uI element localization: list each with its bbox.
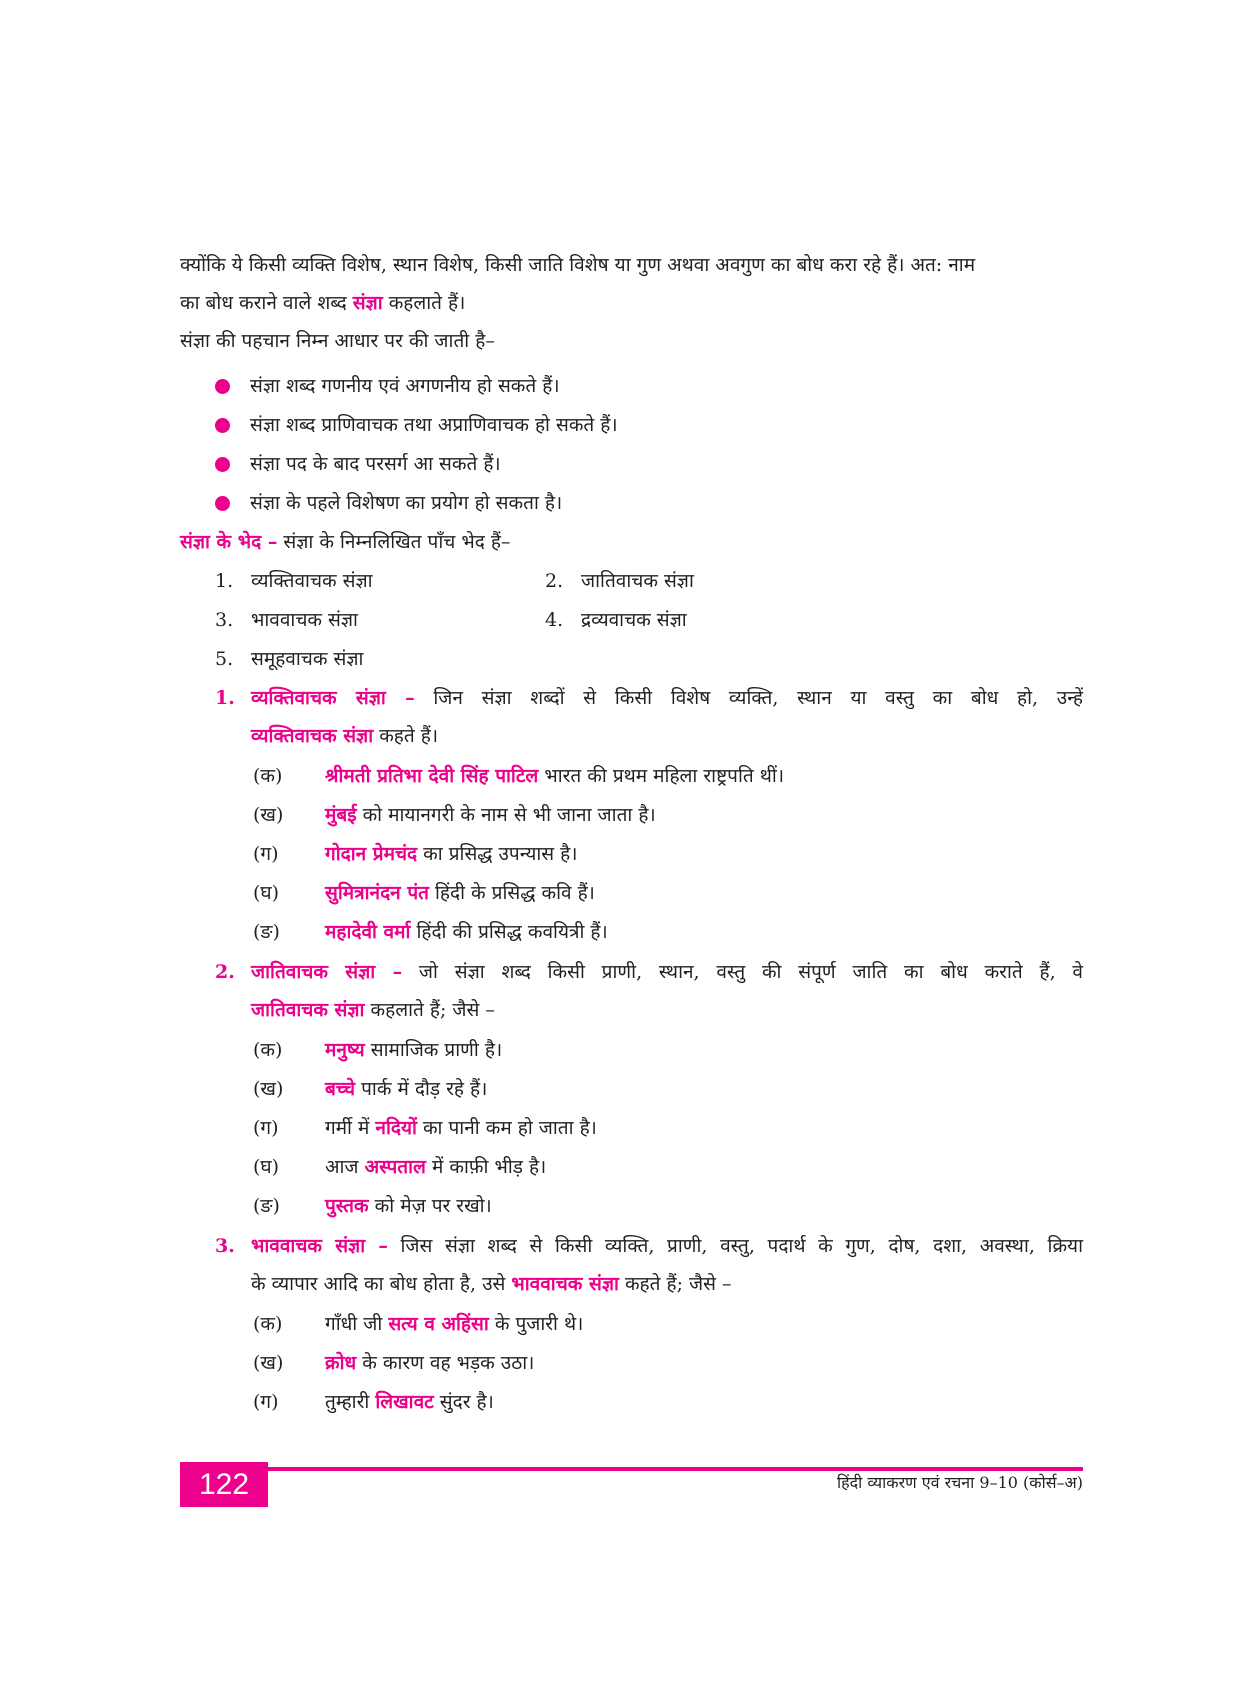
intro-line-2: का बोध कराने वाले शब्द संज्ञा कहलाते हैं। bbox=[180, 292, 466, 314]
example-label: (ङ) bbox=[253, 1195, 280, 1217]
section-1-line-2: व्यक्तिवाचक संज्ञा कहते हैं। bbox=[251, 725, 439, 747]
example-item: तुम्हारी लिखावट सुंदर है। bbox=[325, 1391, 494, 1413]
example-label: (ङ) bbox=[253, 921, 280, 943]
types-heading: संज्ञा के भेद – संज्ञा के निम्नलिखित पाँच भेद हैं– bbox=[180, 531, 511, 553]
example-label: (ग) bbox=[253, 1117, 279, 1139]
example-label: (ख) bbox=[253, 804, 284, 826]
example-label: (घ) bbox=[253, 882, 280, 904]
bullet-icon bbox=[215, 457, 230, 472]
example-label: (ग) bbox=[253, 843, 279, 865]
page-number: 122 bbox=[180, 1462, 268, 1507]
section-3-heading: 3. भाववाचक संज्ञा – जिस संज्ञा शब्द से किसी व्यक्ति, प्राणी, वस्तु, पदार्थ के गुण, दोष, दशा, अवस्था, क्रिया bbox=[215, 1235, 1083, 1257]
example-item: मुंबई को मायानगरी के नाम से भी जाना जाता है। bbox=[325, 804, 656, 826]
example-item: आज अस्पताल में काफ़ी भीड़ है। bbox=[325, 1156, 547, 1178]
example-item: महादेवी वर्मा हिंदी की प्रसिद्ध कवयित्री हैं। bbox=[325, 921, 608, 943]
example-item: क्रोध के कारण वह भड़क उठा। bbox=[325, 1352, 535, 1374]
example-label: (घ) bbox=[253, 1156, 280, 1178]
bullet-icon bbox=[215, 418, 230, 433]
bullet-icon bbox=[215, 379, 230, 394]
type-item: 2. जातिवाचक संज्ञा bbox=[545, 570, 694, 592]
example-item: श्रीमती प्रतिभा देवी सिंह पाटिल भारत की प्रथम महिला राष्ट्रपति थीं। bbox=[325, 765, 785, 787]
section-3-line-2: के व्यापार आदि का बोध होता है, उसे भाववाचक संज्ञा कहते हैं; जैसे – bbox=[251, 1273, 732, 1295]
example-item: गर्मी में नदियों का पानी कम हो जाता है। bbox=[325, 1117, 597, 1139]
bullet-item: संज्ञा शब्द गणनीय एवं अगणनीय हो सकते हैं। bbox=[250, 375, 560, 397]
example-label: (ख) bbox=[253, 1352, 284, 1374]
highlight-term: संज्ञा bbox=[352, 292, 383, 314]
example-label: (ग) bbox=[253, 1391, 279, 1413]
bullet-item: संज्ञा शब्द प्राणिवाचक तथा अप्राणिवाचक हो सकते हैं। bbox=[250, 414, 618, 436]
type-item: 5. समूहवाचक संज्ञा bbox=[215, 648, 364, 670]
example-item: गोदान प्रेमचंद का प्रसिद्ध उपन्यास है। bbox=[325, 843, 578, 865]
bullet-item: संज्ञा के पहले विशेषण का प्रयोग हो सकता है। bbox=[250, 492, 563, 514]
example-item: गाँधी जी सत्य व अहिंसा के पुजारी थे। bbox=[325, 1313, 584, 1335]
example-label: (क) bbox=[253, 765, 283, 787]
section-2-heading: 2. जातिवाचक संज्ञा – जो संज्ञा शब्द किसी प्राणी, स्थान, वस्तु की संपूर्ण जाति का बोध कराते हैं, वे bbox=[215, 961, 1083, 983]
example-item: सुमित्रानंदन पंत हिंदी के प्रसिद्ध कवि हैं। bbox=[325, 882, 595, 904]
example-label: (क) bbox=[253, 1039, 283, 1061]
example-label: (ख) bbox=[253, 1078, 284, 1100]
example-item: मनुष्य सामाजिक प्राणी है। bbox=[325, 1039, 503, 1061]
section-1-heading: 1. व्यक्तिवाचक संज्ञा – जिन संज्ञा शब्दों से किसी विशेष व्यक्ति, स्थान या वस्तु का बोध हो, उन्हें bbox=[215, 687, 1083, 709]
bullet-icon bbox=[215, 496, 230, 511]
section-2-line-2: जातिवाचक संज्ञा कहलाते हैं; जैसे – bbox=[251, 999, 495, 1021]
example-item: पुस्तक को मेज़ पर रखो। bbox=[325, 1195, 492, 1217]
type-item: 4. द्रव्यवाचक संज्ञा bbox=[545, 609, 687, 631]
bullet-item: संज्ञा पद के बाद परसर्ग आ सकते हैं। bbox=[250, 453, 501, 475]
intro-line-3: संज्ञा की पहचान निम्न आधार पर की जाती है– bbox=[180, 330, 495, 352]
type-item: 1. व्यक्तिवाचक संज्ञा bbox=[215, 570, 373, 592]
book-title: हिंदी व्याकरण एवं रचना 9–10 (कोर्स–अ) bbox=[837, 1473, 1083, 1492]
example-label: (क) bbox=[253, 1313, 283, 1335]
type-item: 3. भाववाचक संज्ञा bbox=[215, 609, 358, 631]
example-item: बच्चे पार्क में दौड़ रहे हैं। bbox=[325, 1078, 488, 1100]
intro-line-1: क्योंकि ये किसी व्यक्ति विशेष, स्थान विशेष, किसी जाति विशेष या गुण अथवा अवगुण का बोध करा रहे हैं। अत: नाम bbox=[180, 254, 976, 276]
